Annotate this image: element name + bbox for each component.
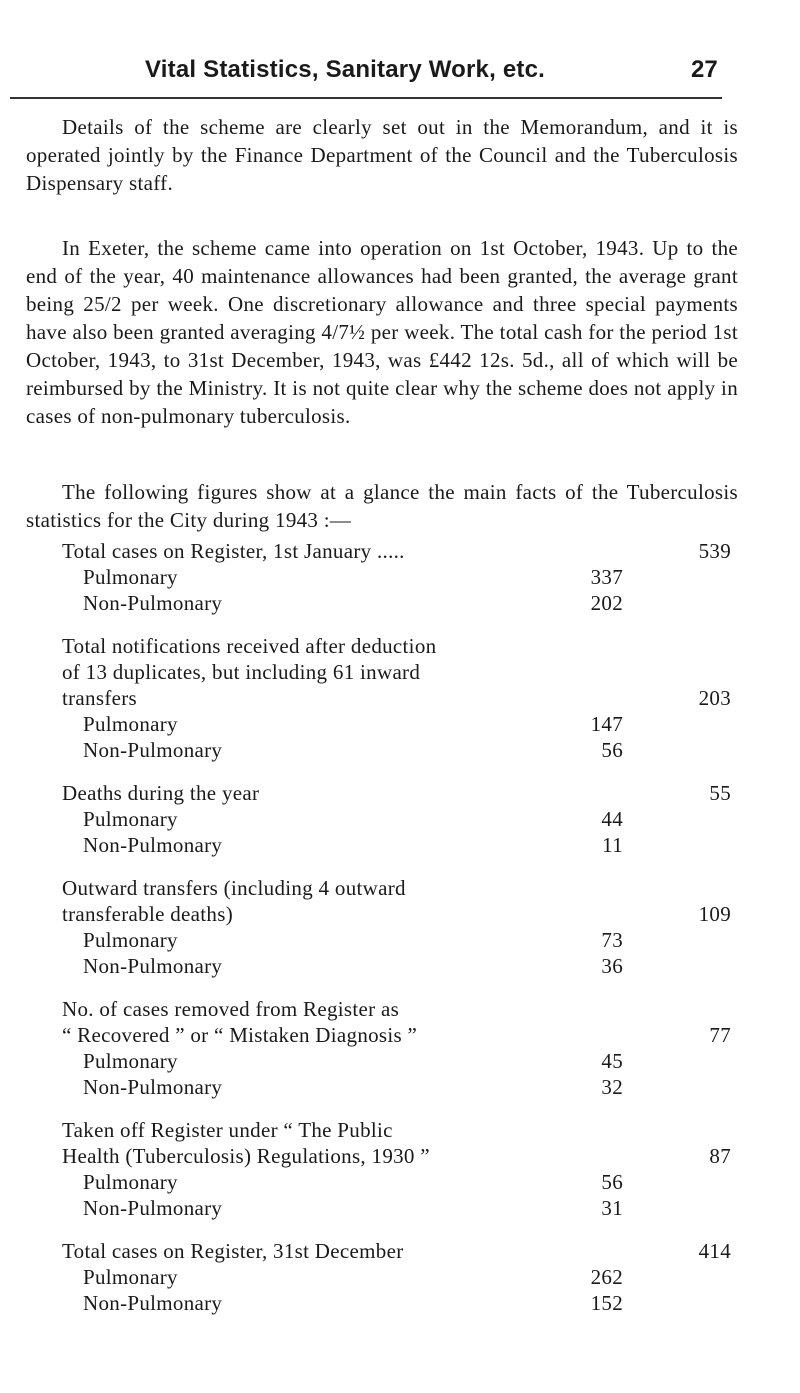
stats-sub-value: 337 [590,565,623,589]
page-header [0,56,800,104]
stats-heading-text: Total notifications received after deduction [62,634,437,658]
stats-subrow-non-pulmonary [26,1290,766,1316]
running-title: Vital Statistics, Sanitary Work, etc. [145,56,546,83]
stats-heading-row [26,1022,766,1048]
stats-sub-value: 56 [601,1170,623,1194]
stats-heading-text: “ Recovered ” or “ Mistaken Diagnosis ” [62,1023,418,1047]
stats-heading-row [26,1117,766,1143]
stats-heading-row [26,901,766,927]
stats-group [26,996,766,1100]
stats-heading-text: Total cases on Register, 1st January ..... [62,539,405,563]
stats-heading-row [26,996,766,1022]
stats-sub-value: 152 [590,1291,623,1315]
stats-heading-row [26,875,766,901]
stats-group [26,1117,766,1221]
stats-heading-text: Outward transfers (including 4 outward [62,876,406,900]
stats-subrow-pulmonary [26,1048,766,1074]
stats-sub-label: Pulmonary [83,565,178,589]
stats-heading-text: Health (Tuberculosis) Regulations, 1930 ” [62,1144,430,1168]
stats-heading-text: Taken off Register under “ The Public [62,1118,393,1142]
stats-total-value: 414 [698,1239,731,1263]
stats-heading-row [26,633,766,659]
stats-total-value: 109 [698,902,731,926]
stats-group [26,875,766,979]
stats-sub-value: 36 [601,954,623,978]
stats-subrow-pulmonary [26,927,766,953]
stats-subrow-non-pulmonary [26,1195,766,1221]
stats-sub-label: Non-Pulmonary [83,591,223,615]
paragraph-exeter-scheme: In Exeter, the scheme came into operation on 1st October, 1943. Up to the end of the year, 40 maintenance allowances had been granted, the average grant being 25/2 per week. One discretionary allowance and three special payments have also been granted averaging 4/7½ per week. The total cash for the period 1st October, 1943, to 31st December, 1943, was £442 12s. 5d., all of which will be reimbursed by the Ministry. It is not quite clear why the scheme does not apply in cases of non-pulmonary tuberculosis. [26,236,738,428]
stats-heading-row [26,659,766,685]
stats-total-value: 87 [709,1144,731,1168]
stats-group [26,1238,766,1316]
stats-sub-label: Non-Pulmonary [83,833,223,857]
stats-sub-label: Pulmonary [83,1049,178,1073]
stats-sub-label: Pulmonary [83,928,178,952]
stats-sub-value: 44 [601,807,623,831]
stats-subrow-pulmonary [26,1169,766,1195]
paragraph-memorandum: Details of the scheme are clearly set out in the Memorandum, and it is operated jointly by the Finance Department of the Council and the Tuberculosis Dispensary staff. [26,115,738,195]
stats-sub-label: Pulmonary [83,807,178,831]
page-number: 27 [691,56,718,83]
stats-sub-label: Non-Pulmonary [83,1291,223,1315]
stats-group [26,780,766,858]
stats-sub-label: Non-Pulmonary [83,1196,223,1220]
stats-sub-value: 73 [601,928,623,952]
stats-subrow-pulmonary [26,1264,766,1290]
stats-total-value: 539 [698,539,731,563]
stats-sub-value: 147 [590,712,623,736]
stats-subrow-non-pulmonary [26,832,766,858]
stats-sub-value: 31 [601,1196,623,1220]
stats-heading-text: transfers [62,686,138,710]
stats-sub-label: Non-Pulmonary [83,954,223,978]
stats-heading-row [26,780,766,806]
stats-sub-label: Pulmonary [83,1265,178,1289]
stats-total-value: 77 [709,1023,731,1047]
stats-subrow-non-pulmonary [26,737,766,763]
stats-heading-text: Total cases on Register, 31st December [62,1239,404,1263]
stats-total-value: 55 [709,781,731,805]
stats-subrow-pulmonary [26,564,766,590]
stats-sub-value: 262 [590,1265,623,1289]
stats-sub-label: Pulmonary [83,1170,178,1194]
stats-sub-label: Non-Pulmonary [83,738,223,762]
stats-heading-text: Deaths during the year [62,781,260,805]
stats-subrow-non-pulmonary [26,953,766,979]
stats-heading-text: No. of cases removed from Register as [62,997,400,1021]
paragraph-figures-intro: The following figures show at a glance the main facts of the Tuberculosis statistics for the City during 1943 :— [26,480,738,532]
stats-total-value: 203 [698,686,731,710]
stats-heading-row [26,1143,766,1169]
stats-sub-value: 11 [602,833,623,857]
stats-sub-value: 56 [601,738,623,762]
stats-group [26,633,766,763]
stats-sub-value: 45 [601,1049,623,1073]
stats-subrow-non-pulmonary [26,1074,766,1100]
stats-subrow-pulmonary [26,806,766,832]
stats-heading-text: transferable deaths) [62,902,233,926]
stats-sub-value: 202 [590,591,623,615]
stats-sub-label: Non-Pulmonary [83,1075,223,1099]
tuberculosis-statistics-table [26,538,766,1333]
stats-sub-label: Pulmonary [83,712,178,736]
stats-group [26,538,766,616]
header-rule [10,97,722,99]
stats-heading-text: of 13 duplicates, but including 61 inward [62,660,421,684]
stats-subrow-pulmonary [26,711,766,737]
stats-sub-value: 32 [601,1075,623,1099]
stats-subrow-non-pulmonary [26,590,766,616]
stats-heading-row [26,538,766,564]
stats-heading-row [26,685,766,711]
stats-heading-row [26,1238,766,1264]
